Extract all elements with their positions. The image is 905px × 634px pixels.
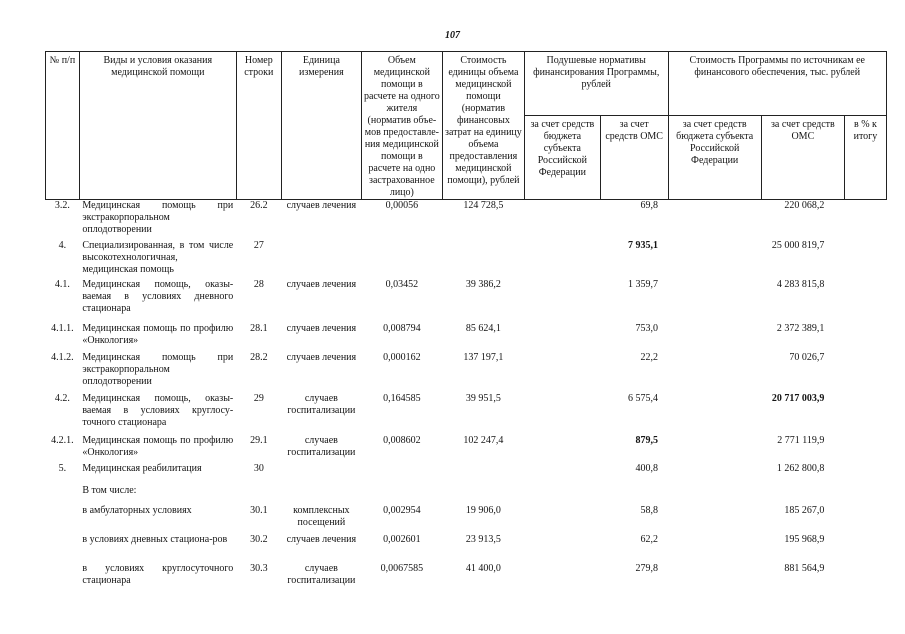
header-pr-budget: за счет средств бюджета субъекта Российской Федерации: [668, 116, 761, 200]
row-unit: случаев госпитализации: [287, 562, 356, 586]
table-row: [46, 352, 887, 393]
row-num: 4.2.: [54, 392, 70, 404]
table-row: [46, 279, 887, 323]
row-line: 28.2: [250, 351, 268, 363]
row-per-capita-oms: 62,2: [640, 533, 658, 545]
row-volume: 0,03452: [385, 278, 419, 290]
row-num: 4.1.: [54, 278, 70, 290]
row-num: 4.1.1.: [51, 322, 74, 334]
row-line: [236, 485, 281, 505]
row-volume: [361, 240, 442, 279]
table-row: [46, 200, 887, 240]
row-line: 30.3: [250, 562, 268, 574]
row-program-oms: 70 026,7: [789, 351, 825, 363]
row-volume: 0,164585: [383, 392, 421, 404]
row-name: Медицинская помощь по профилю «Онкология»: [82, 322, 234, 346]
page-number: 107: [445, 30, 460, 41]
row-volume: 0,00056: [385, 200, 419, 211]
row-unit: случаев госпитализации: [287, 434, 356, 458]
row-unit: случаев лечения: [286, 322, 357, 334]
row-cost: 23 913,5: [465, 533, 501, 545]
row-line: 27: [253, 239, 264, 251]
row-program-oms: 1 262 800,8: [776, 462, 825, 474]
row-program-oms: 20 717 003,9: [771, 392, 825, 404]
row-cost: 137 197,1: [463, 351, 504, 363]
row-unit: случаев госпитализации: [287, 392, 356, 416]
row-cost: 85 624,1: [465, 322, 501, 334]
row-name: Медицинская помощь по профилю «Онкология»: [82, 434, 234, 458]
row-num: 4.1.2.: [51, 351, 74, 363]
row-line: 29: [253, 392, 264, 404]
row-program-oms: 4 283 815,8: [776, 278, 825, 290]
row-unit: комплексных посещений: [293, 504, 350, 528]
row-line: 28: [253, 278, 264, 290]
row-volume: 0,0067585: [380, 562, 424, 574]
row-line: 26.2: [250, 200, 268, 211]
row-unit: [281, 463, 361, 485]
row-unit: случаев лечения: [286, 278, 357, 290]
row-per-capita-oms: 69,8: [640, 200, 658, 211]
row-line: 30: [253, 462, 264, 474]
row-cost: 41 400,0: [465, 562, 501, 574]
row-per-capita-oms: 879,5: [635, 434, 658, 446]
row-name: в условиях дневных стациона-ров: [82, 533, 228, 545]
row-program-oms: 25 000 819,7: [771, 239, 825, 251]
table-row: [46, 323, 887, 352]
table-row: [46, 463, 887, 485]
row-per-capita-oms: [600, 485, 668, 505]
row-volume: [361, 463, 442, 485]
row-cost: 39 951,5: [465, 392, 501, 404]
row-num: [46, 534, 80, 563]
table-row: [46, 240, 887, 279]
row-cost: 39 386,2: [465, 278, 501, 290]
row-cost: 124 728,5: [463, 200, 504, 211]
row-line: 30.1: [250, 504, 268, 516]
row-per-capita-oms: 58,8: [640, 504, 658, 516]
row-num: 4.: [58, 239, 67, 251]
header-pc-budget: за счет средств бюджета субъекта Российской Федерации: [524, 116, 600, 200]
row-cost: [442, 485, 524, 505]
row-name: Медицинская помощь при экстракорпоральном оплодотворении: [82, 200, 234, 235]
row-program-oms: 185 267,0: [784, 504, 825, 516]
row-unit: [281, 485, 361, 505]
row-unit: случаев лечения: [286, 533, 357, 545]
row-name: Специализированная, в том числе высокотехнологичная, медицинская помощь: [82, 239, 234, 275]
row-name: В том числе:: [82, 484, 137, 496]
header-cost: Стоимость единицы объема медицинской помощи (норматив финансовых затрат на единицу объема предоставления медицинской помощи), рублей: [442, 52, 524, 200]
row-unit: случаев лечения: [286, 351, 357, 363]
row-unit: [281, 240, 361, 279]
row-program-oms: 195 968,9: [784, 533, 825, 545]
row-per-capita-oms: 400,8: [635, 462, 658, 474]
row-program-oms: 2 771 119,9: [777, 434, 825, 446]
row-name: Медицинская помощь, оказы-ваемая в условиях круглосу-точного стационара: [82, 392, 234, 428]
row-num: [46, 485, 80, 505]
row-name: Медицинская реабилитация: [82, 462, 202, 474]
table-row: [46, 505, 887, 534]
row-num: 4.2.1.: [51, 434, 74, 446]
row-line: 29.1: [250, 434, 268, 446]
header-pr-pct: в % к итогу: [844, 116, 886, 200]
header-line: Номер строки: [236, 52, 281, 200]
row-num: 5.: [58, 462, 67, 474]
row-per-capita-oms: 22,2: [640, 351, 658, 363]
row-program-oms: 881 564,9: [784, 562, 825, 574]
row-num: 3.2.: [54, 200, 70, 211]
row-volume: 0,008602: [383, 434, 421, 446]
header-per-capita: Подушевые нормативы финансирования Программы, рублей: [524, 52, 668, 116]
table-row: [46, 435, 887, 463]
row-cost: 102 247,4: [463, 434, 504, 446]
row-cost: [442, 240, 524, 279]
row-cost: [442, 463, 524, 485]
row-program-oms: 2 372 389,1: [776, 322, 825, 334]
header-num: № п/п: [46, 52, 80, 200]
row-volume: 0,000162: [383, 351, 421, 363]
header-unit: Единица измерения: [281, 52, 361, 200]
header-name: Виды и условия оказания медицинской помощи: [79, 52, 236, 200]
table-row: [46, 393, 887, 435]
row-name: в условиях круглосуточного стационара: [82, 562, 234, 586]
row-unit: случаев лечения: [286, 200, 357, 211]
row-per-capita-oms: 753,0: [635, 322, 658, 334]
row-volume: 0,002601: [383, 533, 421, 545]
table-row: [46, 534, 887, 563]
row-name: Медицинская помощь при экстракорпоральном оплодотворении: [82, 351, 234, 387]
row-cost: 19 906,0: [465, 504, 501, 516]
row-line: 30.2: [250, 533, 268, 545]
row-volume: [361, 485, 442, 505]
header-pr-oms: за счет средств ОМС: [761, 116, 844, 200]
row-volume: 0,002954: [383, 504, 421, 516]
row-per-capita-oms: 279,8: [635, 562, 658, 574]
row-name: Медицинская помощь, оказы-ваемая в условиях дневного стационара: [82, 278, 234, 314]
row-per-capita-oms: 7 935,1: [628, 239, 658, 251]
row-program-oms: 220 068,2: [784, 200, 825, 211]
header-volume: Объем медицинской помощи в расчете на одного жителя (норматив объе-мов предоставле-ния медицинской помощи в расчете на одно застрахованное лицо): [361, 52, 442, 200]
row-per-capita-oms: 1 359,7: [628, 278, 658, 290]
row-volume: 0,008794: [383, 322, 421, 334]
row-num: [46, 563, 80, 591]
table-row: [46, 485, 887, 505]
row-line: 28.1: [250, 322, 268, 334]
row-per-capita-oms: 6 575,4: [628, 392, 658, 404]
header-program-cost: Стоимость Программы по источникам ее финансового обеспечения, тыс. рублей: [668, 52, 887, 116]
row-program-oms: [761, 485, 844, 505]
header-pc-oms: за счет средств ОМС: [600, 116, 668, 200]
table-row: [46, 563, 887, 591]
program-cost-table: [45, 51, 887, 591]
row-num: [46, 505, 80, 534]
row-name: в амбулаторных условиях: [82, 504, 192, 516]
